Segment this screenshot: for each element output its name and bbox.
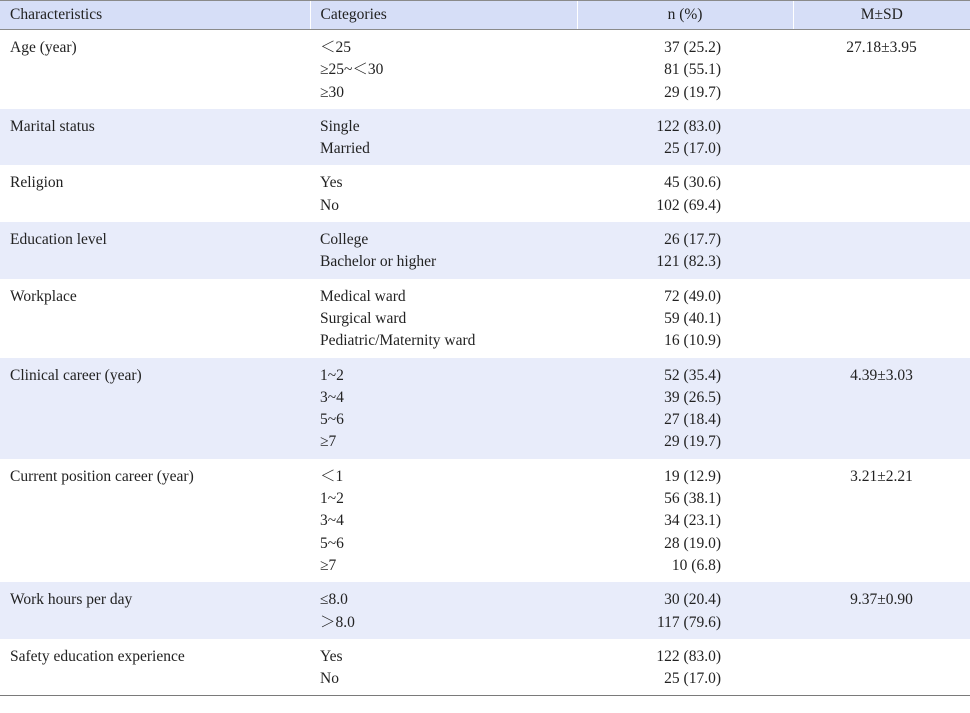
n-percent-value: 29 (19.7) — [664, 83, 721, 101]
category-label: ≥7 — [320, 556, 337, 574]
category-label: No — [320, 670, 339, 688]
n-percent-cell — [577, 279, 793, 358]
characteristic-cell: Work hours per day — [0, 582, 310, 639]
mean-sd-cell: 27.18±3.95 — [793, 30, 970, 109]
categories-cell — [310, 279, 577, 358]
n-percent-value: 29 (19.7) — [664, 433, 721, 451]
n-percent-value: 117 (79.6) — [657, 613, 721, 631]
category-label: 3~4 — [320, 388, 344, 406]
characteristic-cell: Current position career (year) — [0, 459, 310, 582]
table-row — [0, 639, 970, 696]
table-header-row — [0, 1, 970, 30]
category-label: Married — [320, 140, 370, 158]
category-label: ＜25 — [320, 39, 352, 56]
category-label: ＜1 — [320, 467, 344, 485]
categories-cell — [310, 222, 577, 279]
mean-sd-cell: 3.21±2.21 — [793, 459, 970, 582]
category-label: 1~2 — [320, 490, 344, 508]
characteristic-cell: Education level — [0, 222, 310, 279]
n-percent-cell — [577, 459, 793, 582]
category-label: ≥25~＜30 — [320, 61, 384, 79]
category-label: Bachelor or higher — [320, 253, 437, 271]
mean-sd-cell — [793, 109, 970, 166]
n-percent-value: 122 (83.0) — [656, 647, 721, 665]
category-label: Yes — [320, 647, 343, 665]
category-label: ≥7 — [320, 433, 337, 451]
n-percent-cell — [577, 165, 793, 222]
n-percent-cell — [577, 30, 793, 109]
header-characteristics: Characteristics — [0, 1, 310, 30]
n-percent-value: 16 (10.9) — [664, 332, 721, 350]
n-percent-value: 30 (20.4) — [664, 591, 721, 609]
n-percent-value: 26 (17.7) — [664, 231, 721, 249]
n-percent-value: 59 (40.1) — [664, 309, 721, 327]
n-percent-cell — [577, 358, 793, 459]
category-label: Medical ward — [320, 287, 406, 305]
n-percent-value: 37 (25.2) — [664, 39, 721, 56]
categories-cell — [310, 639, 577, 696]
table-row — [0, 109, 970, 166]
mean-sd-cell — [793, 279, 970, 358]
table-row — [0, 582, 970, 639]
table-row — [0, 358, 970, 459]
n-percent-value: 56 (38.1) — [664, 490, 721, 508]
header-n-percent: n (%) — [577, 1, 793, 30]
table-row — [0, 279, 970, 358]
category-label: Yes — [320, 174, 343, 192]
mean-sd-cell — [793, 222, 970, 279]
n-percent-value: 34 (23.1) — [664, 512, 721, 530]
table-row — [0, 459, 970, 582]
table-row — [0, 30, 970, 109]
table-body — [0, 30, 970, 696]
mean-sd-cell — [793, 165, 970, 222]
n-percent-value: 102 (69.4) — [656, 196, 721, 214]
n-percent-value: 72 (49.0) — [664, 287, 721, 305]
n-percent-value: 25 (17.0) — [664, 670, 721, 688]
mean-sd-cell: 4.39±3.03 — [793, 358, 970, 459]
categories-cell — [310, 459, 577, 582]
n-percent-value: 28 (19.0) — [664, 534, 721, 552]
header-categories: Categories — [310, 1, 577, 30]
category-label: No — [320, 196, 339, 214]
n-percent-value: 10 (6.8) — [671, 556, 721, 574]
n-percent-value: 121 (82.3) — [656, 253, 721, 271]
mean-sd-cell: 9.37±0.90 — [793, 582, 970, 639]
characteristic-cell: Safety education experience — [0, 639, 310, 696]
category-label: Pediatric/Maternity ward — [320, 332, 476, 350]
category-label: 5~6 — [320, 411, 344, 429]
category-label: ＞8.0 — [320, 613, 355, 631]
category-label: ≤8.0 — [320, 591, 348, 609]
categories-cell — [310, 30, 577, 109]
category-label: 3~4 — [320, 512, 344, 530]
category-label: Single — [320, 117, 360, 135]
header-mean-sd: M±SD — [793, 1, 970, 30]
category-label: ≥30 — [320, 83, 345, 101]
categories-cell — [310, 582, 577, 639]
n-percent-value: 19 (12.9) — [664, 467, 721, 485]
category-label: College — [320, 231, 369, 249]
categories-cell — [310, 109, 577, 166]
n-percent-cell — [577, 582, 793, 639]
categories-cell — [310, 165, 577, 222]
n-percent-cell — [577, 109, 793, 166]
table-row — [0, 222, 970, 279]
n-percent-value: 81 (55.1) — [664, 61, 721, 79]
table-row — [0, 165, 970, 222]
mean-sd-cell — [793, 639, 970, 696]
n-percent-value: 25 (17.0) — [664, 140, 721, 158]
category-label: 5~6 — [320, 534, 344, 552]
n-percent-value: 52 (35.4) — [664, 366, 721, 384]
category-label: Surgical ward — [320, 309, 407, 327]
n-percent-value: 122 (83.0) — [656, 117, 721, 135]
characteristic-cell: Marital status — [0, 109, 310, 166]
characteristic-cell: Clinical career (year) — [0, 358, 310, 459]
n-percent-cell — [577, 222, 793, 279]
n-percent-cell — [577, 639, 793, 696]
characteristic-cell: Workplace — [0, 279, 310, 358]
category-label: 1~2 — [320, 366, 344, 384]
characteristic-cell: Religion — [0, 165, 310, 222]
n-percent-value: 27 (18.4) — [664, 411, 721, 429]
categories-cell — [310, 358, 577, 459]
n-percent-value: 45 (30.6) — [664, 174, 721, 192]
characteristic-cell: Age (year) — [0, 30, 310, 109]
n-percent-value: 39 (26.5) — [664, 388, 721, 406]
